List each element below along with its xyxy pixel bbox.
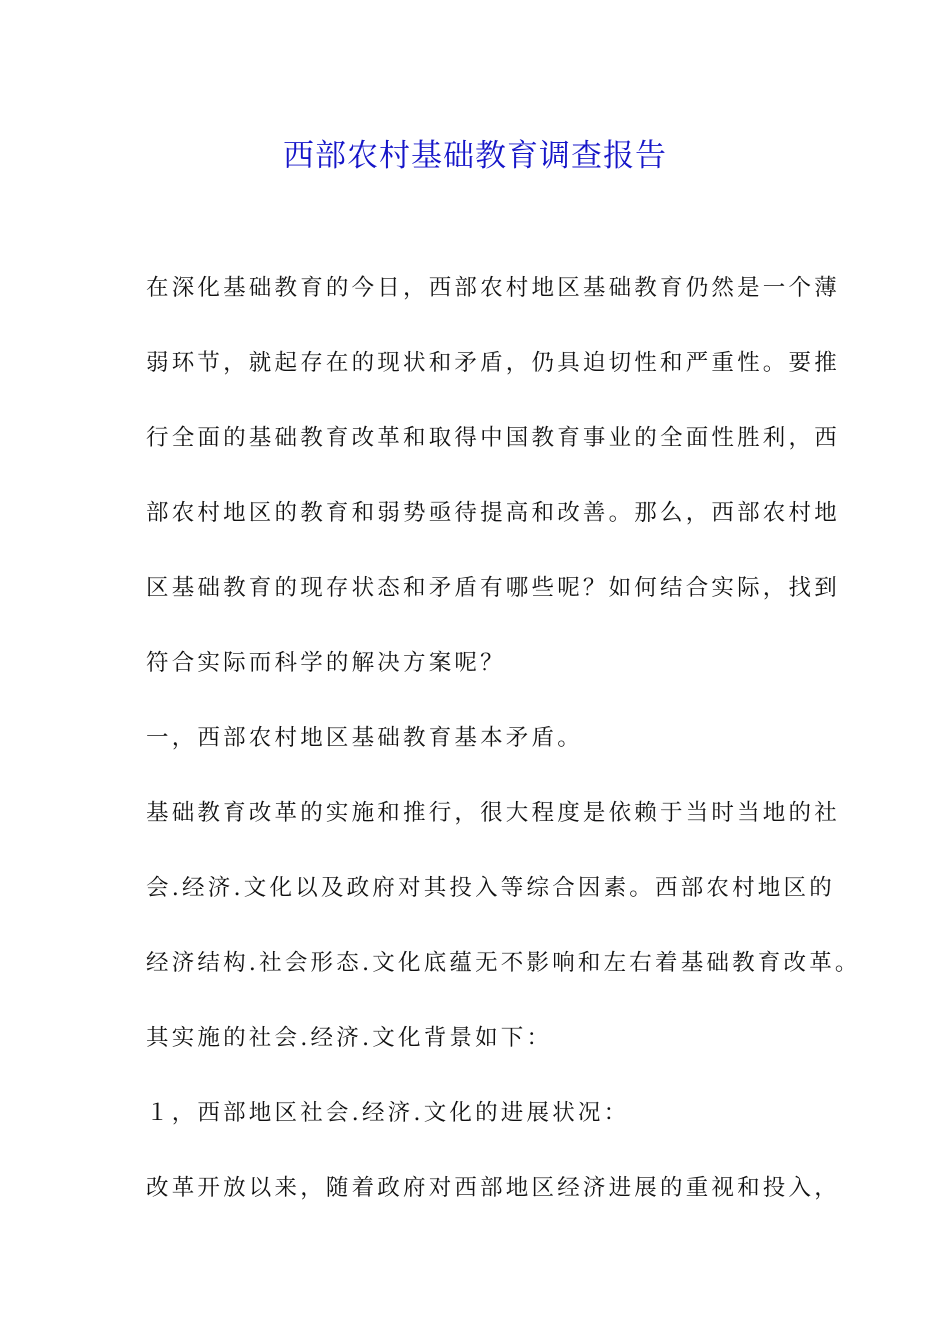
subsection-heading-1: １，西部地区社会.经济.文化的进展状况： bbox=[146, 1100, 630, 1126]
body-line-1: 在深化基础教育的今日，西部农村地区基础教育仍然是一个薄 bbox=[146, 275, 840, 301]
body-line-2: 弱环节，就起存在的现状和矛盾，仍具迫切性和严重性。要推 bbox=[146, 350, 840, 376]
body-line-10: 经济结构.社会形态.文化底蕴无不影响和左右着基础教育改革。 bbox=[146, 950, 861, 976]
body-line-6: 符合实际而科学的解决方案呢？ bbox=[146, 650, 506, 676]
document-title: 西部农村基础教育调查报告 bbox=[283, 138, 667, 174]
section-heading-1: 一，西部农村地区基础教育基本矛盾。 bbox=[146, 725, 583, 751]
body-line-8: 基础教育改革的实施和推行，很大程度是依赖于当时当地的社 bbox=[146, 800, 840, 826]
body-line-13: 改革开放以来，随着政府对西部地区经济进展的重视和投入， bbox=[146, 1175, 840, 1201]
body-line-11: 其实施的社会.经济.文化背景如下： bbox=[146, 1025, 553, 1051]
body-line-5: 区基础教育的现存状态和矛盾有哪些呢？如何结合实际，找到 bbox=[146, 575, 840, 601]
body-line-4: 部农村地区的教育和弱势亟待提高和改善。那么，西部农村地 bbox=[146, 500, 840, 526]
body-line-9: 会.经济.文化以及政府对其投入等综合因素。西部农村地区的 bbox=[146, 875, 835, 901]
body-line-3: 行全面的基础教育改革和取得中国教育事业的全面性胜利，西 bbox=[146, 425, 840, 451]
